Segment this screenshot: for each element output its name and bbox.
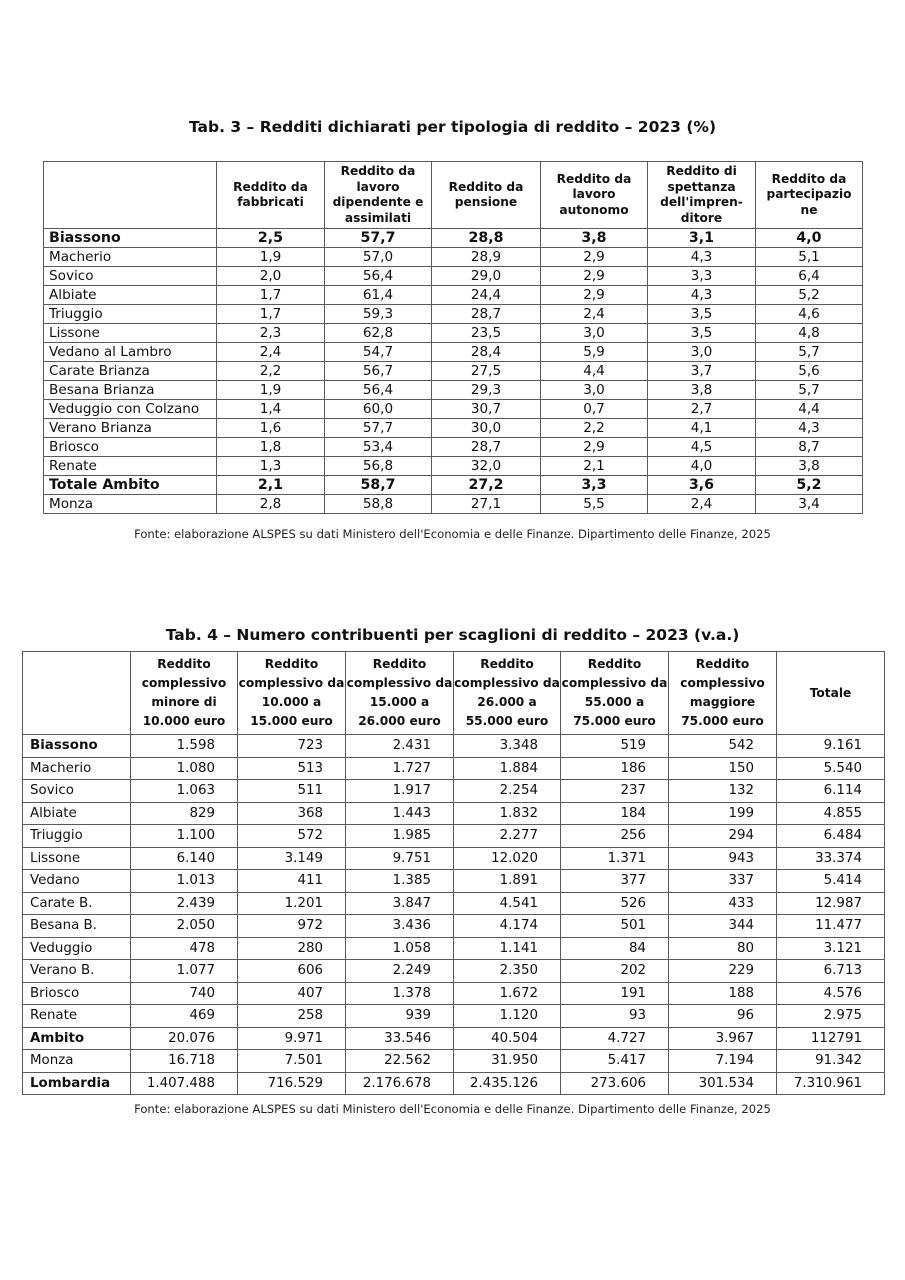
table-cell: 3,3 xyxy=(541,476,648,495)
table3-header-lavoro-dipendente: Reddito da lavoro dipendente e assimilati xyxy=(325,162,432,229)
table-row xyxy=(23,982,885,1005)
table-cell: 2.350 xyxy=(454,960,561,983)
table-cell: 57,0 xyxy=(325,248,432,267)
table-cell: 2,9 xyxy=(541,248,648,267)
table-cell: 6.140 xyxy=(131,847,238,870)
table-row xyxy=(44,381,863,400)
row-label: Sovico xyxy=(44,267,217,286)
table-cell: 9.161 xyxy=(777,735,885,758)
table-cell: 4,0 xyxy=(648,457,756,476)
table-cell: 301.534 xyxy=(669,1072,777,1095)
table-cell: 7.310.961 xyxy=(777,1072,885,1095)
table-cell: 5,2 xyxy=(756,286,863,305)
table-cell: 2,8 xyxy=(217,495,325,514)
table-row xyxy=(23,1005,885,1028)
table-cell: 20.076 xyxy=(131,1027,238,1050)
table-cell: 280 xyxy=(238,937,346,960)
table-cell: 2.254 xyxy=(454,780,561,803)
table3-income-by-type xyxy=(43,161,863,514)
table-cell: 411 xyxy=(238,870,346,893)
row-label: Besana Brianza xyxy=(44,381,217,400)
table-cell: 433 xyxy=(669,892,777,915)
table-cell: 2.439 xyxy=(131,892,238,915)
table-row xyxy=(23,825,885,848)
table-cell: 56,4 xyxy=(325,381,432,400)
table-cell: 1.385 xyxy=(346,870,454,893)
table-cell: 716.529 xyxy=(238,1072,346,1095)
table-cell: 3,0 xyxy=(541,381,648,400)
table-cell: 2.975 xyxy=(777,1005,885,1028)
table-cell: 2.277 xyxy=(454,825,561,848)
table3-title: Tab. 3 – Redditi dichiarati per tipologia di reddito – 2023 (%) xyxy=(188,118,717,136)
table-cell: 7.501 xyxy=(238,1050,346,1073)
table-cell: 1,9 xyxy=(217,381,325,400)
table-cell: 4,8 xyxy=(756,324,863,343)
table-cell: 4.855 xyxy=(777,802,885,825)
table-cell: 3.348 xyxy=(454,735,561,758)
table-cell: 1,7 xyxy=(217,286,325,305)
table-row xyxy=(23,1050,885,1073)
table-cell: 511 xyxy=(238,780,346,803)
table-cell: 60,0 xyxy=(325,400,432,419)
table-row xyxy=(23,960,885,983)
table3-header-partecipazione: Reddito da partecipazio ne xyxy=(756,162,863,229)
table-cell: 2,3 xyxy=(217,324,325,343)
table3-header-row xyxy=(44,162,863,229)
table-cell: 2.435.126 xyxy=(454,1072,561,1095)
table-cell: 12.987 xyxy=(777,892,885,915)
table4-body xyxy=(23,735,885,1095)
table-cell: 3,3 xyxy=(648,267,756,286)
table-cell: 62,8 xyxy=(325,324,432,343)
table-cell: 256 xyxy=(561,825,669,848)
row-label: Triuggio xyxy=(23,825,131,848)
table-cell: 1.141 xyxy=(454,937,561,960)
table-cell: 33.546 xyxy=(346,1027,454,1050)
table-cell: 2,5 xyxy=(217,229,325,248)
row-label: Sovico xyxy=(23,780,131,803)
table-cell: 56,8 xyxy=(325,457,432,476)
table-cell: 3,0 xyxy=(541,324,648,343)
table-cell: 27,1 xyxy=(432,495,541,514)
row-label: Vedano xyxy=(23,870,131,893)
row-label: Carate Brianza xyxy=(44,362,217,381)
table-cell: 1,7 xyxy=(217,305,325,324)
table-cell: 1.378 xyxy=(346,982,454,1005)
row-label: Carate B. xyxy=(23,892,131,915)
table-cell: 57,7 xyxy=(325,419,432,438)
table4-header-over-75k: Reddito complessivo maggiore 75.000 euro xyxy=(669,652,777,735)
table-cell: 1,4 xyxy=(217,400,325,419)
row-label: Albiate xyxy=(44,286,217,305)
row-label: Totale Ambito xyxy=(44,476,217,495)
table-row xyxy=(44,495,863,514)
table-cell: 1.371 xyxy=(561,847,669,870)
row-label: Monza xyxy=(23,1050,131,1073)
table-cell: 2.431 xyxy=(346,735,454,758)
table-cell: 513 xyxy=(238,757,346,780)
table-cell: 526 xyxy=(561,892,669,915)
table-cell: 1,9 xyxy=(217,248,325,267)
table-cell: 1.063 xyxy=(131,780,238,803)
row-label: Verano Brianza xyxy=(44,419,217,438)
table4-header-totale: Totale xyxy=(777,652,885,735)
table-row xyxy=(44,286,863,305)
table-row xyxy=(44,438,863,457)
table-cell: 28,7 xyxy=(432,305,541,324)
table-cell: 258 xyxy=(238,1005,346,1028)
table3-header-corner xyxy=(44,162,217,229)
table-cell: 740 xyxy=(131,982,238,1005)
table-cell: 4,4 xyxy=(541,362,648,381)
table-cell: 723 xyxy=(238,735,346,758)
table-cell: 2,0 xyxy=(217,267,325,286)
table-cell: 2,7 xyxy=(648,400,756,419)
table-cell: 33.374 xyxy=(777,847,885,870)
table-cell: 56,7 xyxy=(325,362,432,381)
table-cell: 2.050 xyxy=(131,915,238,938)
table-cell: 24,4 xyxy=(432,286,541,305)
table4-header-10k-15k: Reddito complessivo da 10.000 a 15.000 euro xyxy=(238,652,346,735)
table-row xyxy=(44,248,863,267)
row-label: Lissone xyxy=(23,847,131,870)
table-row xyxy=(44,267,863,286)
table-row xyxy=(23,870,885,893)
table-cell: 7.194 xyxy=(669,1050,777,1073)
table-cell: 6.484 xyxy=(777,825,885,848)
table-cell: 9.751 xyxy=(346,847,454,870)
table4-header-26k-55k: Reddito complessivo da 26.000 a 55.000 euro xyxy=(454,652,561,735)
table-cell: 59,3 xyxy=(325,305,432,324)
table-cell: 2,9 xyxy=(541,267,648,286)
table4-taxpayers-by-bracket xyxy=(22,651,885,1095)
table-cell: 972 xyxy=(238,915,346,938)
table4-header-15k-26k: Reddito complessivo da 15.000 a 26.000 euro xyxy=(346,652,454,735)
table-cell: 1.443 xyxy=(346,802,454,825)
table-cell: 1.598 xyxy=(131,735,238,758)
table-cell: 1.013 xyxy=(131,870,238,893)
table-cell: 186 xyxy=(561,757,669,780)
table-cell: 572 xyxy=(238,825,346,848)
table-row xyxy=(23,937,885,960)
table-row xyxy=(23,847,885,870)
table4-header-under-10k: Reddito complessivo minore di 10.000 euro xyxy=(131,652,238,735)
table-cell: 3.149 xyxy=(238,847,346,870)
table-cell: 229 xyxy=(669,960,777,983)
table-cell: 28,7 xyxy=(432,438,541,457)
table-cell: 16.718 xyxy=(131,1050,238,1073)
table-cell: 368 xyxy=(238,802,346,825)
table-cell: 30,0 xyxy=(432,419,541,438)
table-cell: 5,9 xyxy=(541,343,648,362)
table4-header-corner xyxy=(23,652,131,735)
table-cell: 188 xyxy=(669,982,777,1005)
table-cell: 29,0 xyxy=(432,267,541,286)
table-row xyxy=(23,1027,885,1050)
table-cell: 2,9 xyxy=(541,286,648,305)
table-cell: 9.971 xyxy=(238,1027,346,1050)
table-cell: 939 xyxy=(346,1005,454,1028)
table-cell: 1.884 xyxy=(454,757,561,780)
row-label: Veduggio con Colzano xyxy=(44,400,217,419)
row-label: Verano B. xyxy=(23,960,131,983)
table-cell: 1.080 xyxy=(131,757,238,780)
table-cell: 1.201 xyxy=(238,892,346,915)
table-cell: 61,4 xyxy=(325,286,432,305)
table-cell: 5,1 xyxy=(756,248,863,267)
table-cell: 1.672 xyxy=(454,982,561,1005)
row-label: Monza xyxy=(44,495,217,514)
table-cell: 91.342 xyxy=(777,1050,885,1073)
row-label: Renate xyxy=(44,457,217,476)
table-cell: 3,8 xyxy=(756,457,863,476)
table-cell: 57,7 xyxy=(325,229,432,248)
table-cell: 202 xyxy=(561,960,669,983)
table-cell: 1,8 xyxy=(217,438,325,457)
table-cell: 22.562 xyxy=(346,1050,454,1073)
table-cell: 4,3 xyxy=(756,419,863,438)
row-label: Lombardia xyxy=(23,1072,131,1095)
table-row xyxy=(44,457,863,476)
table-cell: 150 xyxy=(669,757,777,780)
table-cell: 273.606 xyxy=(561,1072,669,1095)
table-cell: 2.249 xyxy=(346,960,454,983)
table-cell: 2,1 xyxy=(217,476,325,495)
table-cell: 12.020 xyxy=(454,847,561,870)
table-row xyxy=(23,780,885,803)
table-cell: 5,6 xyxy=(756,362,863,381)
table-row xyxy=(44,476,863,495)
row-label: Biassono xyxy=(44,229,217,248)
table3-header-fabbricati: Reddito da fabbricati xyxy=(217,162,325,229)
table-cell: 5,2 xyxy=(756,476,863,495)
table-cell: 1.100 xyxy=(131,825,238,848)
table-cell: 2.176.678 xyxy=(346,1072,454,1095)
table-cell: 6,4 xyxy=(756,267,863,286)
table4-header-row xyxy=(23,652,885,735)
table-cell: 4,0 xyxy=(756,229,863,248)
table-cell: 1.058 xyxy=(346,937,454,960)
table-cell: 478 xyxy=(131,937,238,960)
table-cell: 542 xyxy=(669,735,777,758)
table-row xyxy=(23,802,885,825)
table-cell: 519 xyxy=(561,735,669,758)
row-label: Veduggio xyxy=(23,937,131,960)
table-cell: 4,3 xyxy=(648,248,756,267)
table-cell: 2,4 xyxy=(217,343,325,362)
row-label: Lissone xyxy=(44,324,217,343)
table-cell: 344 xyxy=(669,915,777,938)
row-label: Triuggio xyxy=(44,305,217,324)
table-row xyxy=(23,757,885,780)
table-row xyxy=(44,419,863,438)
table-cell: 93 xyxy=(561,1005,669,1028)
table-cell: 606 xyxy=(238,960,346,983)
table-cell: 184 xyxy=(561,802,669,825)
table-cell: 58,7 xyxy=(325,476,432,495)
table-cell: 112791 xyxy=(777,1027,885,1050)
table-cell: 53,4 xyxy=(325,438,432,457)
table-cell: 2,2 xyxy=(541,419,648,438)
table-cell: 294 xyxy=(669,825,777,848)
row-label: Briosco xyxy=(44,438,217,457)
table-cell: 4.541 xyxy=(454,892,561,915)
table4-header-55k-75k: Reddito complessivo da 55.000 a 75.000 euro xyxy=(561,652,669,735)
table-cell: 3,6 xyxy=(648,476,756,495)
table-row xyxy=(44,229,863,248)
table-cell: 2,1 xyxy=(541,457,648,476)
table-cell: 337 xyxy=(669,870,777,893)
table-cell: 56,4 xyxy=(325,267,432,286)
table3-source-note: Fonte: elaborazione ALSPES su dati Ministero dell'Economia e delle Finanze. Dipartimento delle Finanze, 2025 xyxy=(134,527,771,541)
table-cell: 1.891 xyxy=(454,870,561,893)
table-cell: 3.967 xyxy=(669,1027,777,1050)
table-row xyxy=(23,892,885,915)
table-cell: 58,8 xyxy=(325,495,432,514)
table-cell: 199 xyxy=(669,802,777,825)
table4-title: Tab. 4 – Numero contribuenti per scaglioni di reddito – 2023 (v.a.) xyxy=(165,626,740,644)
table-cell: 30,7 xyxy=(432,400,541,419)
table-cell: 54,7 xyxy=(325,343,432,362)
row-label: Besana B. xyxy=(23,915,131,938)
table-cell: 28,4 xyxy=(432,343,541,362)
table-cell: 6.713 xyxy=(777,960,885,983)
table-row xyxy=(44,305,863,324)
table-cell: 31.950 xyxy=(454,1050,561,1073)
row-label: Vedano al Lambro xyxy=(44,343,217,362)
table-cell: 27,5 xyxy=(432,362,541,381)
table-cell: 4,1 xyxy=(648,419,756,438)
table-cell: 4,6 xyxy=(756,305,863,324)
row-label: Macherio xyxy=(23,757,131,780)
table-cell: 1.120 xyxy=(454,1005,561,1028)
table-cell: 377 xyxy=(561,870,669,893)
table-row xyxy=(23,1072,885,1095)
table-cell: 943 xyxy=(669,847,777,870)
table-cell: 237 xyxy=(561,780,669,803)
table-cell: 2,4 xyxy=(541,305,648,324)
table-row xyxy=(44,343,863,362)
table-row xyxy=(44,400,863,419)
table-cell: 1.832 xyxy=(454,802,561,825)
table-cell: 28,8 xyxy=(432,229,541,248)
row-label: Macherio xyxy=(44,248,217,267)
table3-header-imprenditore: Reddito di spettanza dell'impren-ditore xyxy=(648,162,756,229)
table3-header-pensione: Reddito da pensione xyxy=(432,162,541,229)
table-cell: 3.847 xyxy=(346,892,454,915)
table-cell: 3,8 xyxy=(541,229,648,248)
table-cell: 4,4 xyxy=(756,400,863,419)
table-cell: 3,5 xyxy=(648,305,756,324)
row-label: Briosco xyxy=(23,982,131,1005)
table-cell: 191 xyxy=(561,982,669,1005)
table-row xyxy=(23,735,885,758)
table-cell: 6.114 xyxy=(777,780,885,803)
table-cell: 5.417 xyxy=(561,1050,669,1073)
table3-body xyxy=(44,229,863,514)
row-label: Ambito xyxy=(23,1027,131,1050)
table-cell: 2,9 xyxy=(541,438,648,457)
table-cell: 4.727 xyxy=(561,1027,669,1050)
table-cell: 8,7 xyxy=(756,438,863,457)
table-cell: 96 xyxy=(669,1005,777,1028)
table-cell: 32,0 xyxy=(432,457,541,476)
table-cell: 29,3 xyxy=(432,381,541,400)
table-cell: 3,8 xyxy=(648,381,756,400)
table-cell: 829 xyxy=(131,802,238,825)
table-cell: 3,0 xyxy=(648,343,756,362)
table-cell: 5.414 xyxy=(777,870,885,893)
table-cell: 3.436 xyxy=(346,915,454,938)
table-cell: 132 xyxy=(669,780,777,803)
table-cell: 4.576 xyxy=(777,982,885,1005)
table-cell: 4,5 xyxy=(648,438,756,457)
table-cell: 3,5 xyxy=(648,324,756,343)
table-cell: 1.985 xyxy=(346,825,454,848)
table-cell: 80 xyxy=(669,937,777,960)
table-cell: 4.174 xyxy=(454,915,561,938)
table-cell: 469 xyxy=(131,1005,238,1028)
table-cell: 1,6 xyxy=(217,419,325,438)
table-cell: 5,7 xyxy=(756,343,863,362)
table-cell: 5,5 xyxy=(541,495,648,514)
table-row xyxy=(44,362,863,381)
table-cell: 2,2 xyxy=(217,362,325,381)
table-cell: 1.077 xyxy=(131,960,238,983)
table-cell: 2,4 xyxy=(648,495,756,514)
table-cell: 27,2 xyxy=(432,476,541,495)
table-cell: 1,3 xyxy=(217,457,325,476)
table-cell: 11.477 xyxy=(777,915,885,938)
table-cell: 501 xyxy=(561,915,669,938)
row-label: Renate xyxy=(23,1005,131,1028)
row-label: Biassono xyxy=(23,735,131,758)
table-row xyxy=(44,324,863,343)
table-row xyxy=(23,915,885,938)
table3-header-lavoro-autonomo: Reddito da lavoro autonomo xyxy=(541,162,648,229)
table-cell: 1.917 xyxy=(346,780,454,803)
table-cell: 3,1 xyxy=(648,229,756,248)
table-cell: 3.121 xyxy=(777,937,885,960)
table-cell: 407 xyxy=(238,982,346,1005)
table-cell: 5,7 xyxy=(756,381,863,400)
table-cell: 5.540 xyxy=(777,757,885,780)
table-cell: 3,7 xyxy=(648,362,756,381)
table-cell: 0,7 xyxy=(541,400,648,419)
table-cell: 1.407.488 xyxy=(131,1072,238,1095)
row-label: Albiate xyxy=(23,802,131,825)
table-cell: 23,5 xyxy=(432,324,541,343)
table-cell: 4,3 xyxy=(648,286,756,305)
table4-source-note: Fonte: elaborazione ALSPES su dati Ministero dell'Economia e delle Finanze. Dipartimento delle Finanze, 2025 xyxy=(134,1102,771,1116)
table-cell: 3,4 xyxy=(756,495,863,514)
table-cell: 40.504 xyxy=(454,1027,561,1050)
table-cell: 84 xyxy=(561,937,669,960)
table-cell: 28,9 xyxy=(432,248,541,267)
table-cell: 1.727 xyxy=(346,757,454,780)
